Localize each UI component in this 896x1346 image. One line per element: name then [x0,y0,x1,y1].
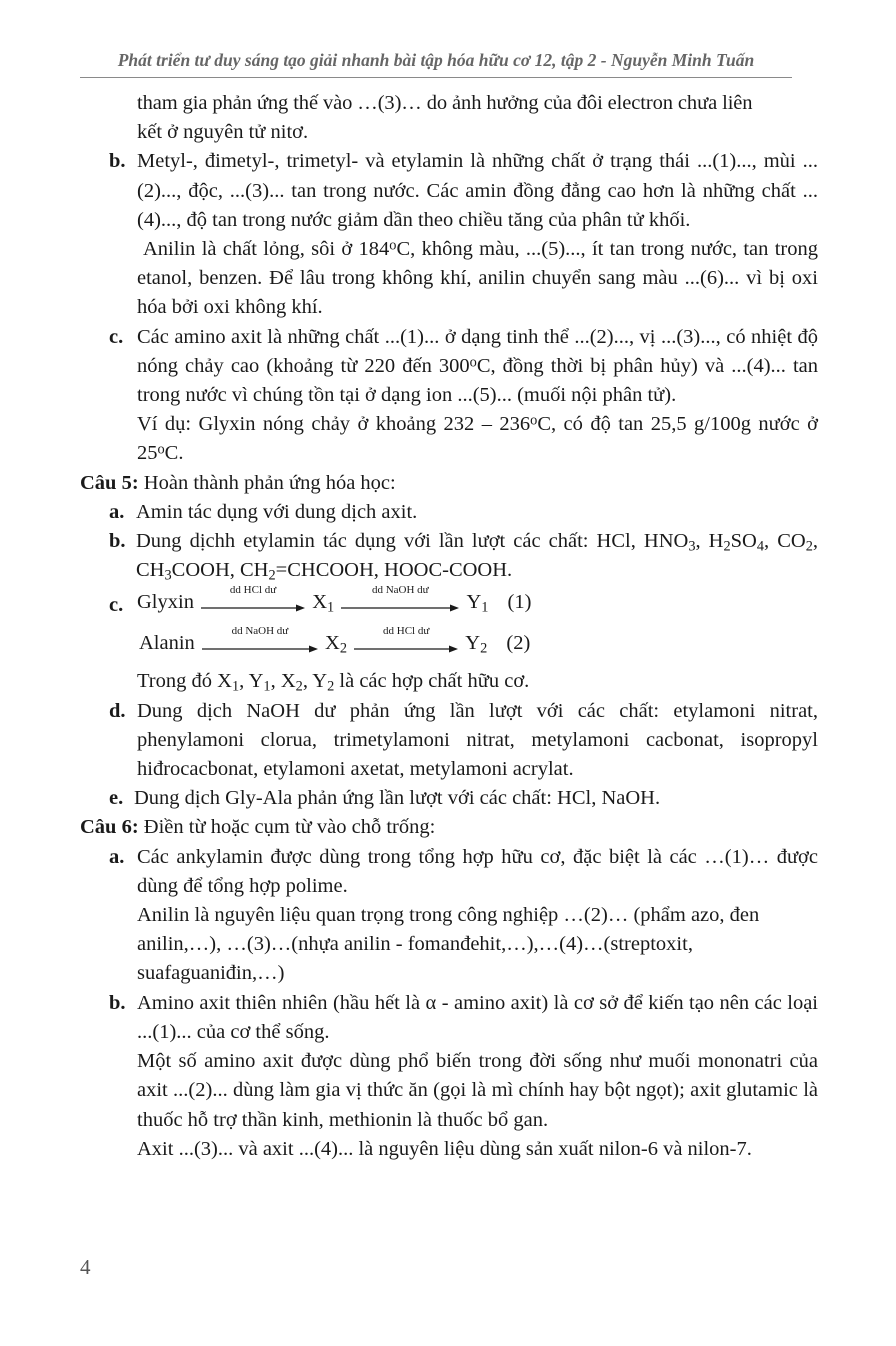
degree-sign: o [530,412,538,429]
q6-b-nylon: Axit ...(3)... và axit ...(4)... là nguyên liệu dùng sản xuất nilon-6 và nilon-7. [137,1137,752,1160]
reaction-arrow [341,583,459,621]
subscript: 3 [164,567,172,584]
item-label: a. [109,845,125,868]
q5-b-text: Dung dịchh etylamin tác dụng với lần lượt các chất: HCl, HNO [136,530,689,553]
equation-number: (1) [507,591,532,614]
q5-d-text: Dung dịch NaOH dư phản ứng lần lượt với các chất: etylamoni nitrat, phenylamoni clorua, trimetylamoni nitrat, metylamoni cacbonat, isopropyl hiđrocacbonat, etylamoni axetat, metylamoni acrylat. [137,699,818,781]
q6-a-text: Các ankylamin được dùng trong tổng hợp hữu cơ, đặc biệt là các …(1)… được dùng để tổng hợp polime. [137,845,818,897]
formula-part: , [764,530,770,553]
q4-item-b [0,147,896,235]
item-label: e. [109,787,124,810]
subscript: 1 [327,599,335,616]
running-header: Phát triển tư duy sáng tạo giải nhanh bài tập hóa hữu cơ 12, tập 2 - Nguyễn Minh Tuấn [117,50,755,70]
reaction-condition: dd NaOH dư [371,584,429,597]
q5-prompt: Hoàn thành phản ứng hóa học: [138,471,396,494]
arrow-icon [201,603,305,613]
q4-c-ex-mid: C, có độ tan 25,5 g/100g nước ở 25 [137,413,818,465]
subscript: 1 [231,679,240,696]
subscript: 4 [756,538,765,555]
intermediate [325,629,347,662]
question-label: Câu 6: [80,816,139,839]
q4-c-ex-end: C. [164,442,184,465]
q5-c-note [0,667,896,696]
note-part: , X [270,670,296,693]
formula-part: =CHCOOH, HOOC-COOH. [275,559,513,582]
item-label: b. [109,150,126,173]
q4-c-example [0,410,896,468]
product-symbol: Y [466,591,482,614]
q5-item-a [0,498,896,527]
arrow-icon [341,603,459,613]
formula-part: SO [730,530,757,553]
reactant: Alanin [139,632,195,655]
note-part: Trong đó X [137,670,232,693]
page-number: 4 [80,1255,91,1279]
q4-b-aniline [0,235,896,323]
q4-c-pre: Các amino axit là những chất ...(1)... ở dạng tinh thể ...(2)..., vị ...(3)..., có nhiệt độ nóng chảy cao (khoảng từ 220 đến 300 [137,325,818,377]
q6-a-aniline: Anilin là nguyên liệu quan trọng trong công nghiệp …(2)… (phẩm azo, đen anilin,…), …(3)…(nhựa anilin - fomanđehit,…),…(4)…(streptoxit, suafaguaniđin,…) [137,904,760,985]
product-symbol: Y [465,632,481,655]
q5-item-e [0,784,896,813]
reaction-scheme-2 [0,624,896,665]
q4-c-ex-pre: Ví dụ: Glyxin nóng chảy ở khoảng 232 – 236 [137,413,531,436]
q4-b-aniline-pre: Anilin là chất lỏng, sôi ở 184 [143,238,390,261]
subscript: 2 [268,567,276,584]
q4-b-aniline-post: C, không màu, ...(5)..., ít tan trong nước, tan trong etanol, benzen. Để lâu trong không khí, anilin chuyển sang màu ...(6)... vì bị oxi hóa bởi oxi không khí. [137,238,818,319]
product [466,588,488,621]
q6-item-a [0,843,896,901]
equation-number: (2) [506,632,531,655]
item-label: b. [109,991,126,1014]
degree-sign: o [389,237,397,254]
q6-item-b [0,989,896,1047]
product [465,629,487,662]
subscript: 2 [339,640,348,657]
formula-part: CO [777,530,806,553]
page-body [0,89,896,1164]
reaction-condition: dd HCl dư [229,584,277,597]
item-label: c. [109,325,124,348]
formula-part: , H [695,530,724,553]
reaction-scheme-1 [0,583,896,624]
formula-part: COOH, CH [171,559,269,582]
intermediate-symbol: X [325,632,340,655]
intermediate-symbol: X [312,591,328,614]
q5-heading [0,469,896,498]
reaction-arrow [201,583,305,621]
item-label: b. [109,530,126,553]
item-label: a. [109,500,125,523]
subscript: 2 [723,538,731,555]
degree-sign: o [469,354,477,371]
subscript: 3 [688,538,696,555]
q4-item-c [0,323,896,411]
reaction-arrow [202,624,318,662]
reaction-condition: dd NaOH dư [231,625,289,638]
question-label: Câu 5: [80,471,139,494]
q6-prompt: Điền từ hoặc cụm từ vào chỗ trống: [138,816,436,839]
formula-part: , CH [136,530,818,582]
q6-b-uses: Một số amino axit được dùng phổ biến trong đời sống như muối mononatri của axit ...(2)... dùng làm gia vị thức ăn (gọi là mì chính hay bột ngọt); axit glutamic là thuốc hỗ trợ thần kinh, methionin là thuốc bổ gan. [137,1050,818,1131]
q6-heading [0,813,896,842]
subscript: 2 [295,679,303,696]
arrow-icon [202,644,318,654]
q5-item-b [0,527,896,585]
subscript: 1 [263,679,271,696]
arrow-icon [354,644,458,654]
subscript: 2 [805,538,813,555]
note-part: , Y [239,670,264,693]
degree-sign: o [157,441,165,458]
intro-line-2: kết ở nguyên tử nitơ. [137,121,309,144]
q5-item-d [0,697,896,785]
subscript: 2 [480,640,488,657]
reaction-condition: dd HCl dư [383,625,430,638]
header-rule [80,77,792,78]
reactant: Glyxin [137,591,194,614]
item-label: c. [109,594,124,617]
subscript: 1 [481,599,489,616]
q6-b-text: Amino axit thiên nhiên (hầu hết là α - amino axit) là cơ sở để kiến tạo nên các loại ...(1)... của cơ thể sống. [137,991,818,1043]
note-part: là các hợp chất hữu cơ. [334,670,530,693]
subscript: 2 [327,679,335,696]
item-label: d. [109,699,126,722]
intermediate [312,588,334,621]
q4-c-post: C, đồng thời bị phân hủy) và ...(4)... tan trong nước vì chúng tồn tại ở dạng ion ...(5)... (muối nội phân tử). [137,354,819,407]
note-part: , Y [302,670,328,693]
reaction-arrow [354,624,458,662]
q5-e-text: Dung dịch Gly-Ala phản ứng lần lượt với các chất: HCl, NaOH. [134,787,661,810]
intro-line-1: tham gia phản ứng thế vào …(3)… do ảnh hưởng của đôi electron chưa liên [137,92,753,114]
q5-a-text: Amin tác dụng với dung dịch axit. [136,500,418,523]
q4-b-text: Metyl-, đimetyl-, trimetyl- và etylamin là những chất ở trạng thái ...(1)..., mùi ...(2)..., độc, ...(3)... tan trong nước. Các amin đồng đẳng cao hơn là những chất ...(4)..., độ tan trong nước giảm dần theo chiều tăng của phân tử khối. [137,150,818,231]
